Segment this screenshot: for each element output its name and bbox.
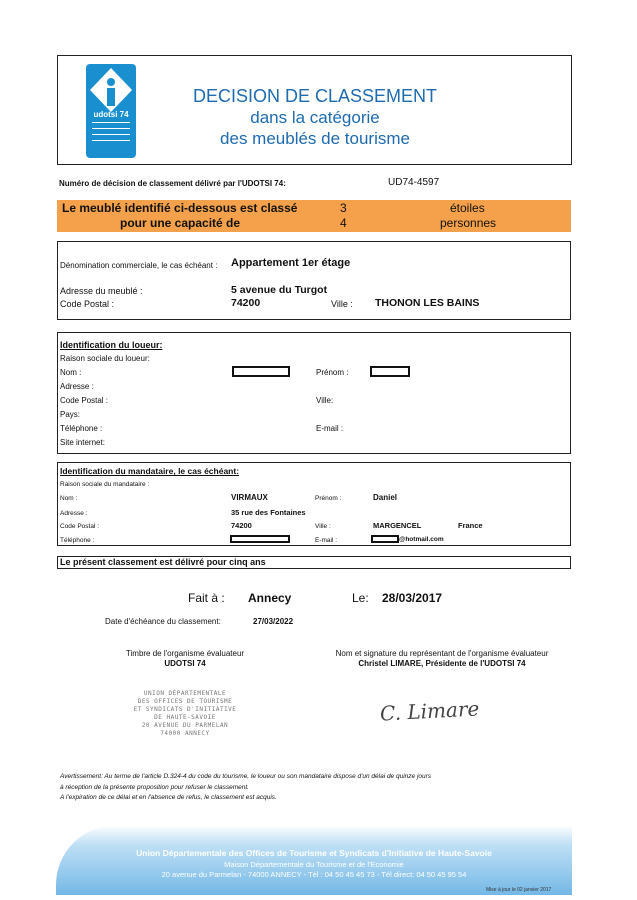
adresse-meuble-value: 5 avenue du Turgot — [231, 284, 328, 296]
echeance-date: 27/03/2022 — [253, 617, 294, 626]
loueur-tel-label: Téléphone : — [60, 424, 103, 433]
signature-label: Nom et signature du représentant de l'organisme évaluateur — [335, 649, 549, 658]
loueur-nom-label: Nom : — [60, 368, 82, 377]
signature-name: Christel LIMARE, Présidente de l'UDOTSI 74 — [358, 659, 526, 668]
loueur-adresse-label: Adresse : — [60, 382, 94, 391]
mandataire-tel-label: Téléphone : — [60, 537, 95, 544]
stamp-line: 20 AVENUE DU PARMELAN — [141, 722, 229, 729]
stamp-line: UNION DÉPARTEMENTALE — [143, 690, 227, 697]
classement-capacity-unit: personnes — [440, 216, 497, 230]
stamp-line: DE HAUTE-SAVOIE — [154, 714, 216, 721]
mandataire-email-label: E-mail : — [315, 537, 338, 544]
loueur-cp-label: Code Postal : — [60, 396, 109, 405]
handwritten-signature: C. Limare — [379, 696, 480, 726]
fait-label: Fait à : — [188, 591, 225, 605]
ville-meuble-label: Ville : — [331, 299, 353, 309]
classement-stars-value: 3 — [340, 201, 347, 215]
avertissement-line1: Avertissement: Au terme de l'article D.324-4 du code du tourisme, le loueur ou son mandataire dispose d'un délai de quinze jours — [60, 773, 432, 780]
mandataire-pays-value: France — [458, 521, 483, 530]
official-stamp — [120, 690, 250, 738]
stamp-line: 74000 ANNECY — [160, 730, 210, 737]
stamp-line: ET SYNDICATS D'INITIATIVE — [133, 706, 237, 713]
mandataire-raison-label: Raison sociale du mandataire : — [60, 481, 150, 488]
footer-line1: Union Départementale des Offices de Tourisme et Syndicats d'Initiative de Haute-Savoie — [136, 848, 492, 858]
loueur-raison-label: Raison sociale du loueur: — [60, 354, 150, 363]
mandataire-cp-value: 74200 — [231, 521, 252, 530]
loueur-email-label: E-mail : — [316, 424, 344, 433]
decision-number: UD74-4597 — [388, 177, 440, 188]
classement-capacity-value: 4 — [340, 216, 347, 230]
loueur-pays-label: Pays: — [60, 410, 81, 419]
logo-text: udotsi 74 — [93, 110, 129, 119]
mandataire-cp-label: Code Postal : — [60, 523, 100, 530]
mandataire-email-suffix: @hotmail.com — [399, 536, 444, 543]
footer-line2: Maison Départementale du Tourisme et de l'Economie — [224, 860, 404, 869]
ville-meuble-value: THONON LES BAINS — [375, 297, 480, 309]
fait-date-label: Le: — [352, 591, 369, 605]
classement-line1-text: Le meublé identifié ci-dessous est classé — [62, 201, 298, 215]
page-subtitle-2: des meublés de tourisme — [220, 129, 410, 148]
avertissement-line2: à réception de la présente proposition pour refuser le classement. — [60, 784, 249, 791]
stamp-line: DES OFFICES DE TOURISME — [137, 698, 233, 705]
mandataire-ville-label: Ville : — [315, 523, 331, 530]
mandataire-heading: Identification du mandataire, le cas échéant: — [60, 466, 240, 476]
mandataire-nom-label: Nom : — [60, 495, 78, 502]
timbre-org: UDOTSI 74 — [164, 659, 206, 668]
classement-line2-text: pour une capacité de — [120, 216, 241, 230]
mandataire-adresse-label: Adresse : — [60, 510, 88, 517]
loueur-prenom-redaction — [370, 366, 410, 377]
cp-meuble-label: Code Postal : — [60, 299, 115, 309]
fait-place: Annecy — [248, 591, 292, 605]
adresse-meuble-label: Adresse du meublé : — [60, 286, 143, 296]
denomination-value: Appartement 1er étage — [231, 257, 351, 269]
meuble-box — [57, 241, 571, 320]
validity-text: Le présent classement est délivré pour cinq ans — [60, 557, 266, 567]
loueur-ville-label: Ville: — [316, 396, 334, 405]
mandataire-adresse-value: 35 rue des Fontaines — [231, 508, 306, 517]
footer-update-note: Mise à jour le 02 janvier 2017 — [486, 887, 552, 893]
loueur-heading: Identification du loueur: — [60, 340, 163, 350]
classement-stars-unit: étoiles — [450, 201, 485, 215]
footer-line3: 20 avenue du Parmelan - 74000 ANNECY - Tél : 04 50 45 45 73 - Tél direct: 04 50 45 95 54 — [161, 870, 467, 879]
timbre-label: Timbre de l'organisme évaluateur — [125, 649, 245, 658]
avertissement-line3: A l'expiration de ce délai et en l'absence de refus, le classement est acquis. — [60, 794, 277, 801]
mandataire-tel-redaction — [230, 535, 290, 543]
mandataire-email-redaction — [371, 535, 399, 543]
mandataire-prenom-value: Daniel — [373, 493, 398, 502]
decision-label: Numéro de décision de classement délivré par l'UDOTSI 74: — [59, 179, 286, 188]
loueur-prenom-label: Prénom : — [316, 368, 349, 377]
loueur-nom-redaction — [232, 366, 290, 377]
loueur-box — [57, 332, 571, 454]
mandataire-nom-value: VIRMAUX — [231, 493, 268, 502]
cp-meuble-value: 74200 — [231, 297, 261, 309]
echeance-label: Date d'échéance du classement: — [105, 617, 221, 626]
denomination-label: Dénomination commerciale, le cas échéant : — [60, 261, 218, 270]
page-subtitle-1: dans la catégorie — [250, 108, 380, 127]
mandataire-ville-value: MARGENCEL — [373, 521, 422, 530]
udotsi-logo — [84, 62, 138, 160]
fait-date: 28/03/2017 — [382, 591, 443, 605]
loueur-site-label: Site internet: — [60, 438, 105, 447]
mandataire-prenom-label: Prénom : — [315, 495, 342, 502]
page-title: DECISION DE CLASSEMENT — [192, 86, 438, 106]
